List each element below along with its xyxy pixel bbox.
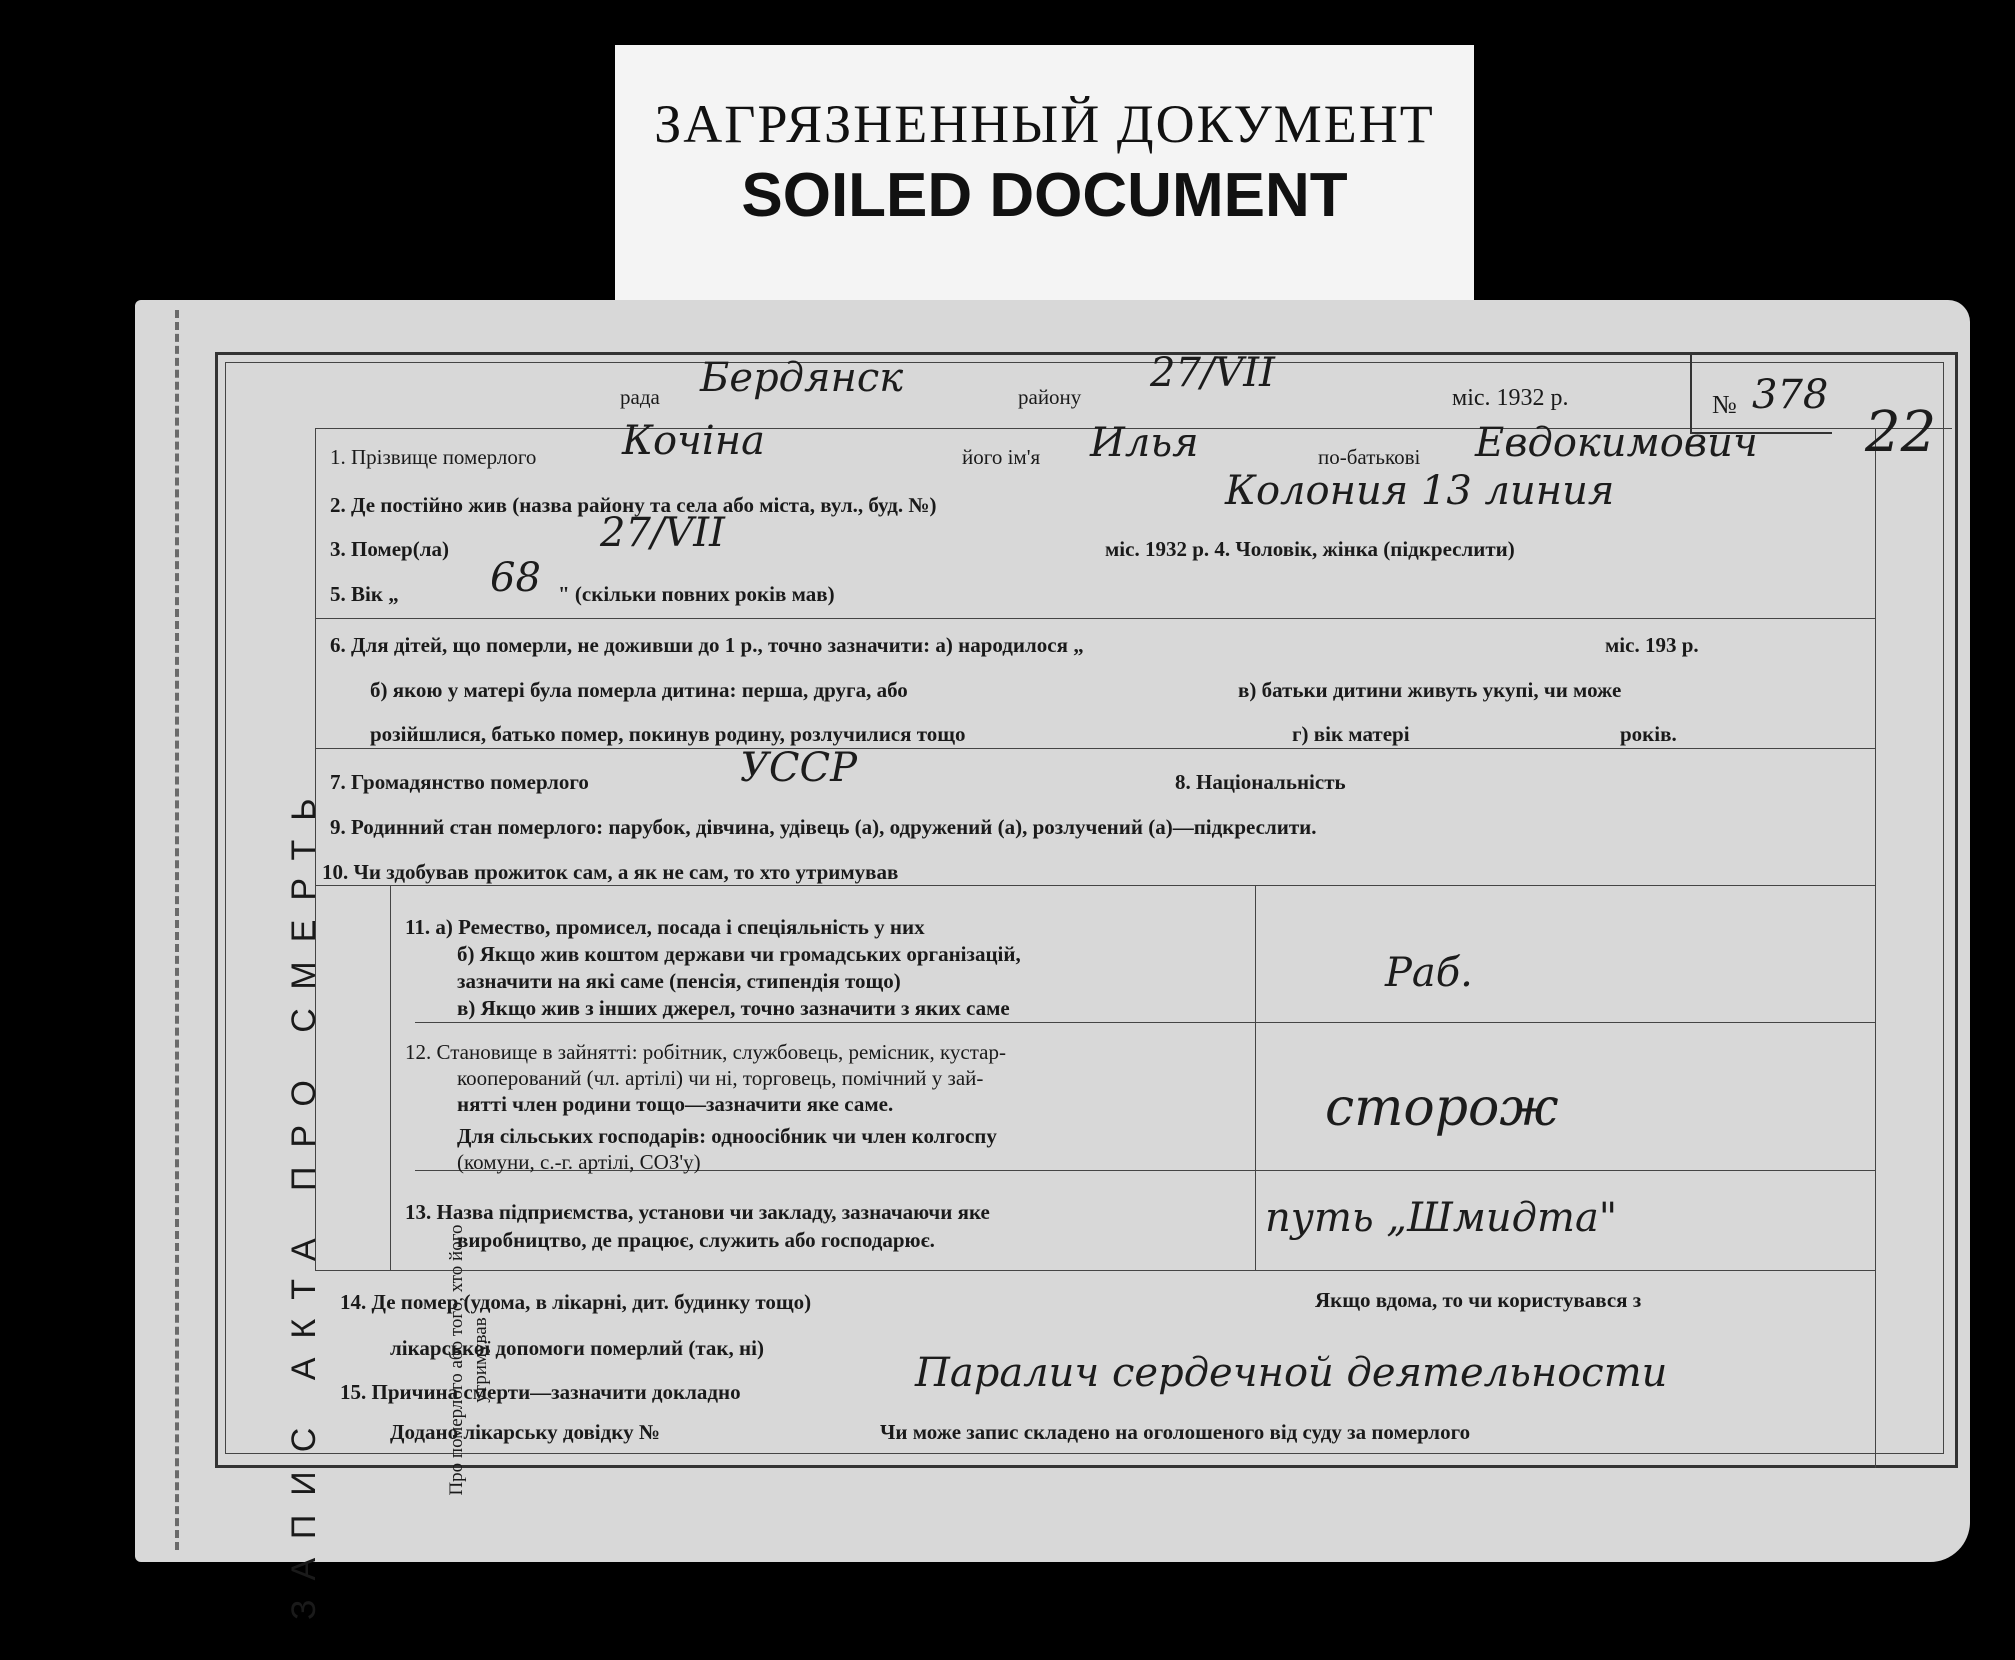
child-order-label: б) якою у матері була померла дитина: перша, друга, або [370,678,908,702]
citizenship-label: 7. Громадянство померлого [330,770,589,794]
number-prefix: № [1712,390,1737,419]
medical-help-label: лікарської допомоги померлий (так, ні) [390,1336,764,1360]
surname-value: Кочіна [622,418,765,464]
side-note-rule [390,885,391,1270]
age-note: " (скільки повних років мав) [558,582,835,606]
raion-value: 27/VII [1150,350,1275,396]
court-record-label: Чи може запис складено на оголошеного від суду за померлого [880,1420,1471,1444]
employment-line-3: нятті член родини тощо—зазначити яке саме. [457,1092,894,1116]
separator [315,748,1875,749]
occupation-value: Раб. [1385,950,1473,996]
workplace-value: путь „Шмидта" [1265,1195,1618,1241]
sex-label: міс. 1932 р. 4. Чоловік, жінка (підкреслити) [1105,537,1515,561]
parents-separated-label: розійшлися, батько помер, покинув родину, розлучилися тощо [370,722,966,746]
death-date-label: 3. Помер(ла) [330,537,450,561]
employment-value: сторож [1325,1078,1559,1138]
occupation-line-b2: зазначити на які саме (пенсія, стипендія тощо) [457,969,901,993]
raion-label: району [1018,385,1082,409]
mother-age-label: г) вік матері [1292,722,1410,746]
employment-line-5: (комуни, с.-г. артілі, СОЗ'у) [457,1150,701,1174]
employment-line-1: 12. Становище в зайнятті: робітник, службовець, ремісник, кустар- [405,1040,1006,1064]
nationality-label: 8. Національність [1175,770,1346,794]
residence-label: 2. Де постійно жив (назва району та села або міста, вул., буд. №) [330,493,937,517]
home-care-label: Якщо вдома, то чи користувався з [1315,1288,1642,1312]
first-name-label: його ім'я [962,445,1041,469]
separator [315,618,1875,619]
surname-label: 1. Прізвище померлого [330,445,537,469]
vertical-title: ЗАПИС АКТА ПРО СМЕРТЬ [285,779,323,1620]
patronymic-value: Евдокимович [1475,420,1758,466]
occupation-line-a: 11. а) Ремество, промисел, посада і спеціяльність у них [405,915,925,939]
right-rule [1875,428,1876,1468]
place-of-death-label: 14. Де помер (удома, в лікарні, дит. будинку тощо) [340,1290,812,1314]
separator [415,1022,1875,1023]
workplace-line-2: виробництво, де працює, служить або господарює. [457,1228,935,1252]
marital-status-label: 9. Родинний стан померлого: парубок, дівчина, удівець (а), одружений (а), розлучений (а)—підкреслити. [330,815,1317,839]
separator [315,1270,1875,1271]
cause-of-death-value: Паралич сердечной деятельности [915,1350,1668,1396]
death-date-value: 27/VII [600,510,725,556]
livelihood-label: 10. Чи здобував прожиток сам, а як не сам, то хто утримував [322,860,899,884]
certificate-label: Додано лікарську довідку № [390,1420,660,1444]
first-name-value: Илья [1090,420,1199,466]
side-note: Про померлого або того, хто його утримував [446,1224,491,1496]
employment-line-4: Для сільських господарів: одноосібник чи член колгоспу [457,1124,997,1148]
occupation-line-b: б) Якщо жив коштом держави чи громадських організацій, [457,942,1021,966]
citizenship-value: УССР [740,745,858,791]
rada-value: Бердянск [700,355,904,401]
soiled-document-label [615,45,1474,305]
residence-value: Колония 13 линия [1225,468,1615,514]
month-year-label: міс. 1932 р. [1452,385,1569,411]
perforation-line [175,310,179,1550]
cause-of-death-label: 15. Причина смерти—зазначити докладно [340,1380,741,1404]
child-born-label: 6. Для дітей, що померли, не доживши до 1 р., точно зазначити: а) народилося „ [330,633,1084,657]
employment-line-2: кооперований (чл. артілі) чи ні, торговець, помічний у зай- [457,1066,984,1090]
label-russian: ЗАГРЯЗНЕННЫЙ ДОКУМЕНТ [654,94,1435,154]
age-value: 68 [490,555,541,601]
age-label: 5. Вік „ [330,582,399,606]
occupation-line-c: в) Якщо жив з інших джерел, точно зазначити з яких саме [457,996,1010,1020]
parents-status-label: в) батьки дитини живуть укупі, чи може [1238,678,1622,702]
label-english: SOILED DOCUMENT [741,161,1348,230]
record-number: 378 [1752,372,1829,418]
workplace-line-1: 13. Назва підприємства, установи чи закладу, зазначаючи яке [405,1200,990,1224]
patronymic-label: по-батькові [1318,445,1421,469]
child-born-year: міс. 193 р. [1605,633,1699,657]
mother-age-years: років. [1620,722,1677,746]
rada-label: рада [620,385,660,409]
side-number: 22 [1865,400,1937,465]
separator [315,885,1875,886]
answer-column-rule [1255,885,1256,1270]
